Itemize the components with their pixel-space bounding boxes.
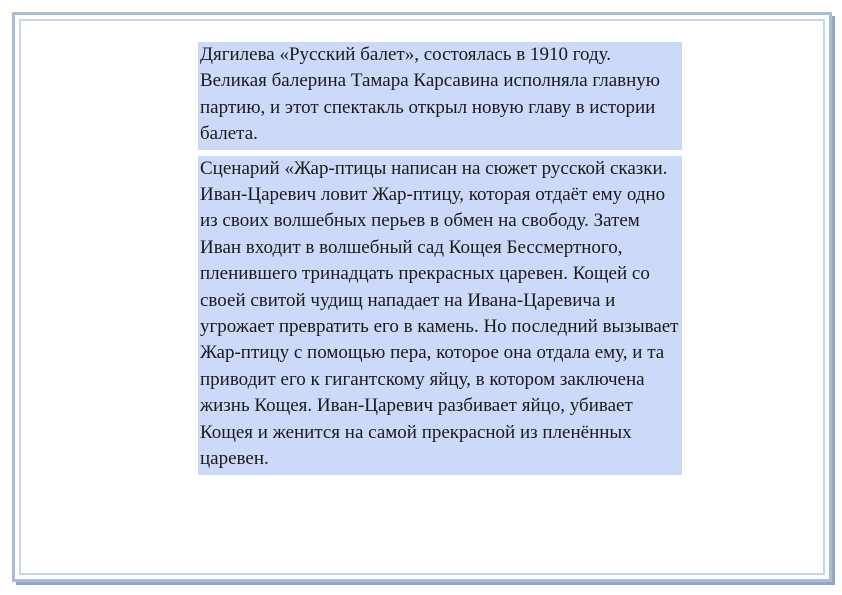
- paragraph-firebird-plot: Сценарий «Жар-птицы написан на сюжет русской сказки. Иван-Царевич ловит Жар-птицу, которая отдаёт ему одно из своих волшебных перьев в обмен на свободу. Затем Иван входит в волшебный сад Кощея Бессмертного, пленившего тринадцать прекрасных царевен. Кощей со своей свитой чудищ нападает на Ивана-Царевича и угрожает превратить его в камень. Но последний вызывает Жар-птицу с помощью пера, которое она отдала ему, и та приводит его к гигантскому яйцу, в котором заключена жизнь Кощея. Иван-Царевич разбивает яйцо, убивает Кощея и женится на самой прекрасной из пленённых царевен.: [198, 156, 682, 475]
- text-block: [198, 42, 682, 475]
- frame-shadow-bottom: [16, 582, 835, 585]
- paragraph-ballet-premiere: Дягилева «Русский балет», состоялась в 1910 году. Великая балерина Тамара Карсавина исполняла главную партию, и этот спектакль открыл новую главу в истории балета.: [198, 42, 682, 150]
- frame-shadow-right: [832, 16, 835, 584]
